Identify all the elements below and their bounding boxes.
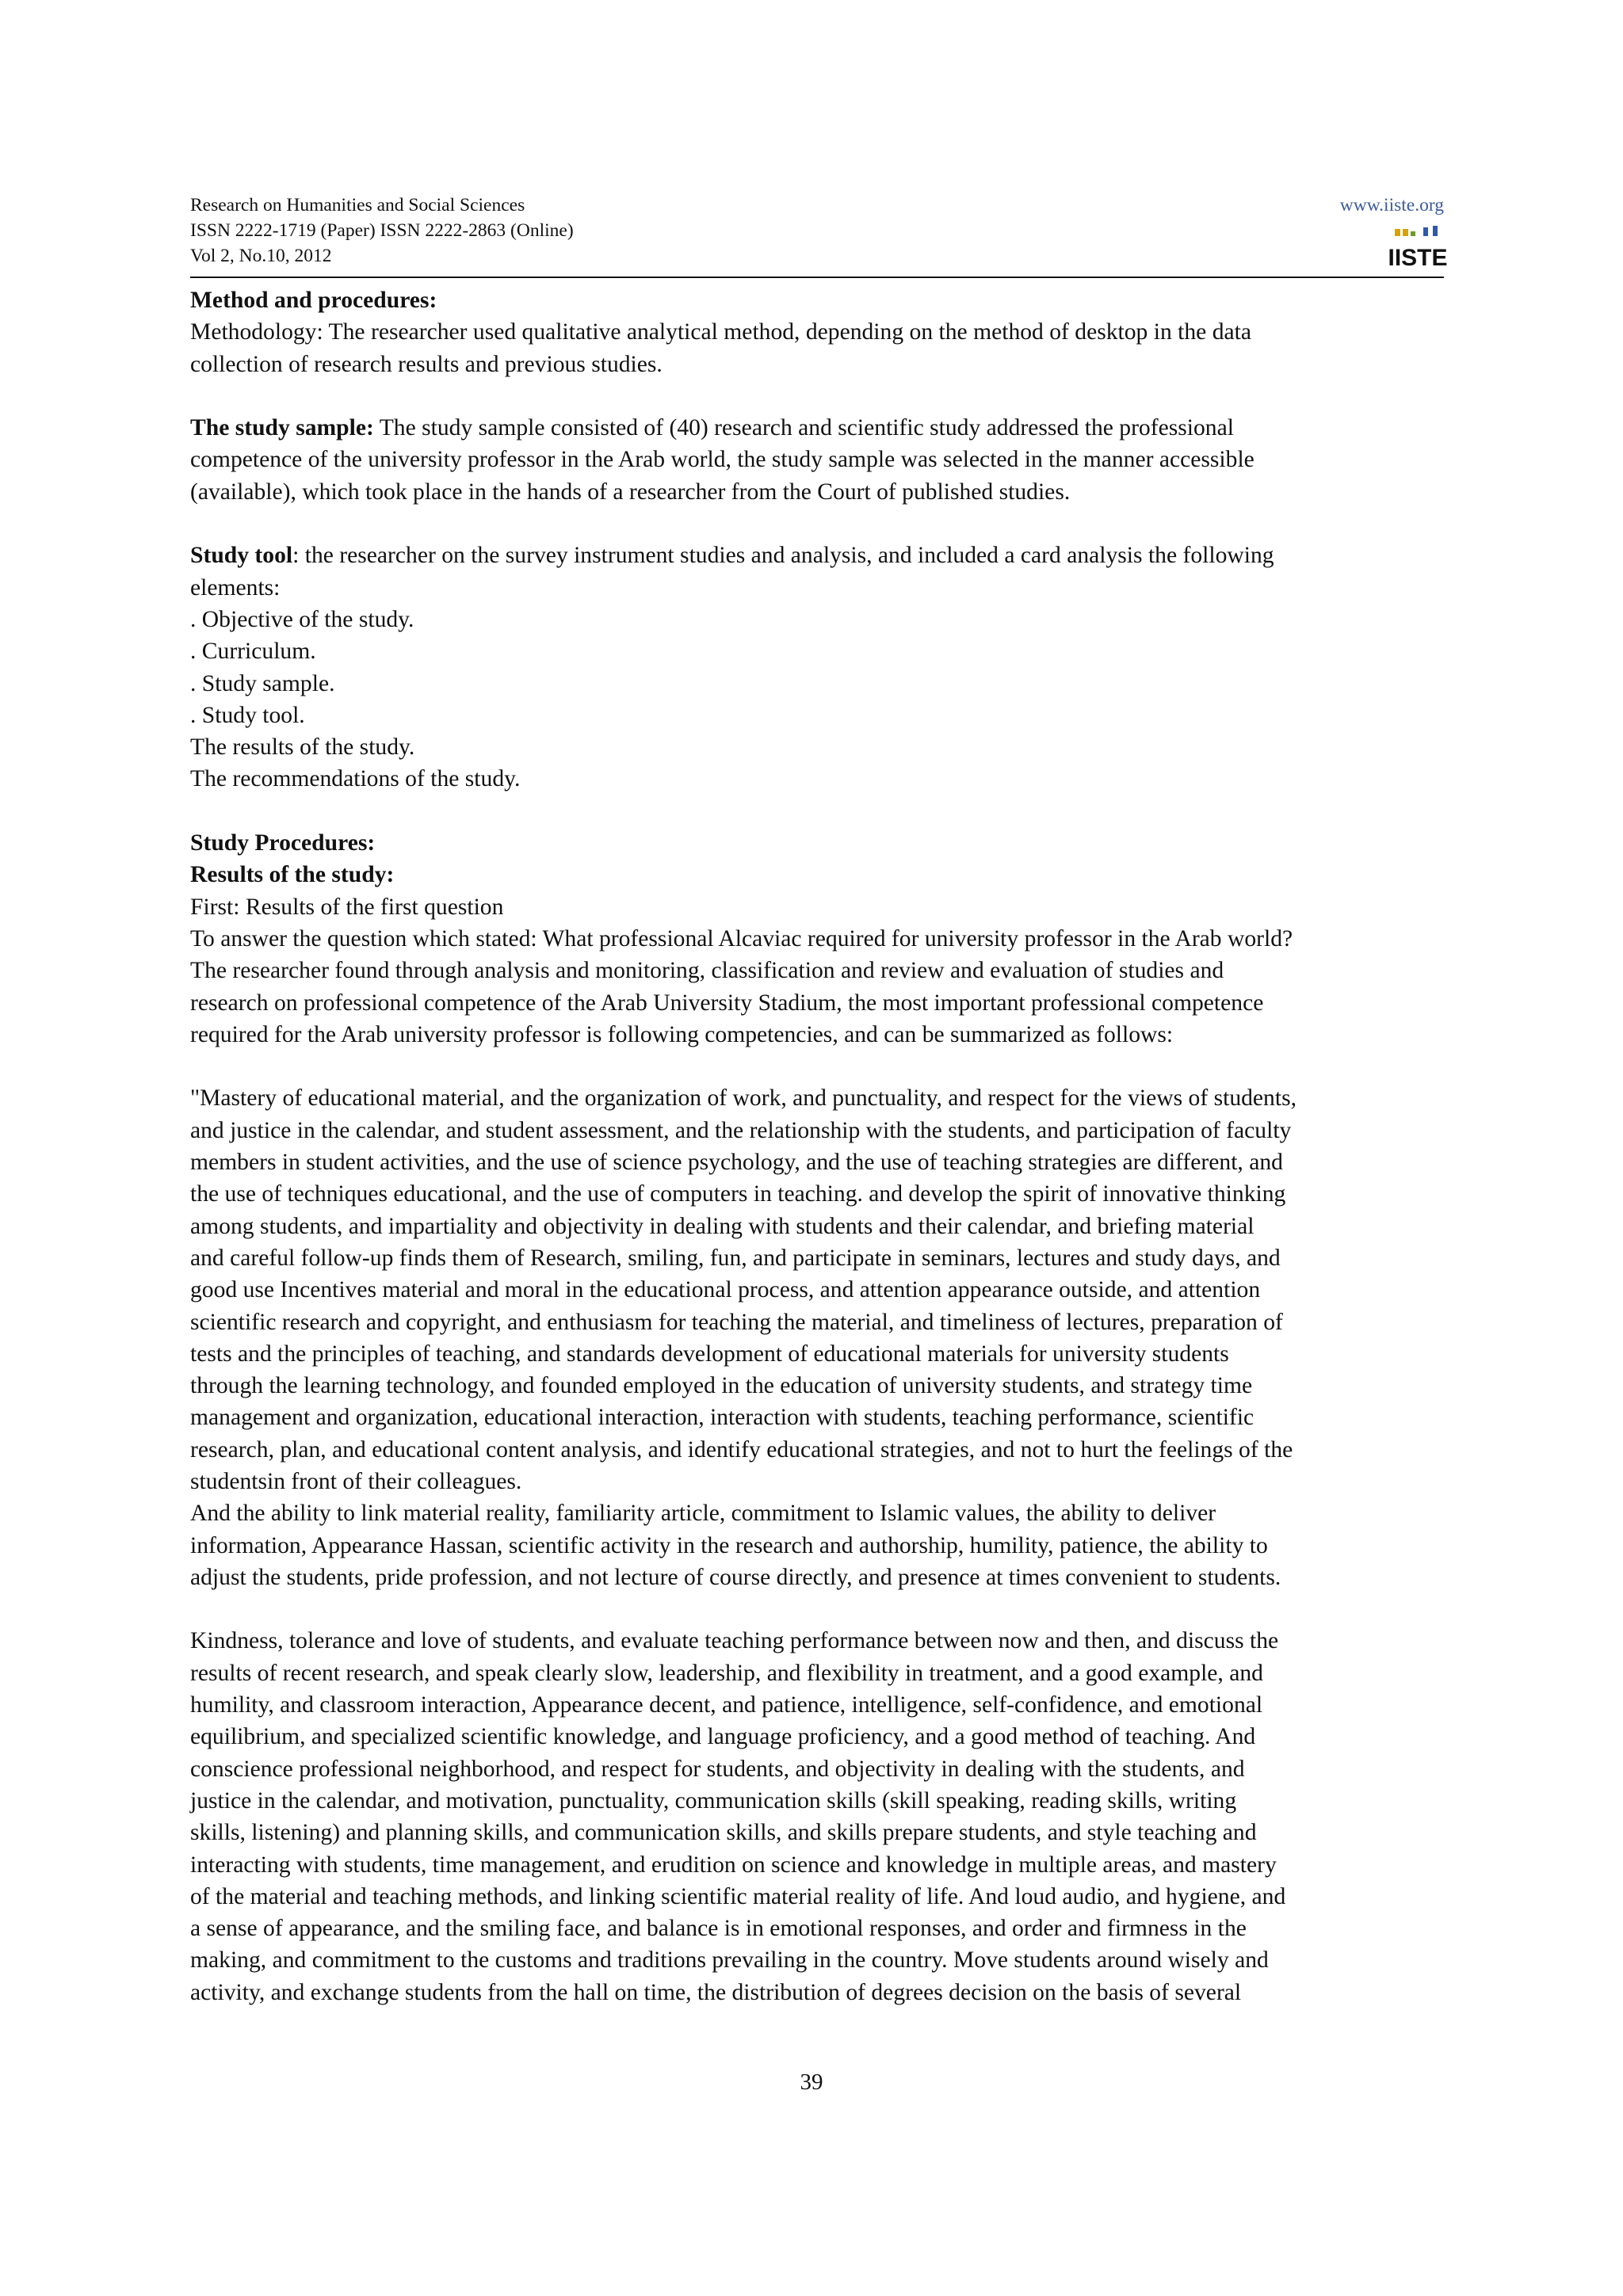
sample-text: The study sample consisted of (40) research and scientific study addressed the professional — [373, 415, 1234, 441]
logo-block-5 — [1433, 226, 1438, 236]
logo-block-2 — [1403, 229, 1408, 236]
quote-line: and careful follow-up finds them of Research, smiling, fun, and participate in seminars, lectures and study days, and — [190, 1245, 1281, 1271]
quote-line: through the learning technology, and founded employed in the education of university students, and strategy time — [190, 1373, 1253, 1399]
results-text-line: The researcher found through analysis and monitoring, classification and review and evaluation of studies and — [190, 958, 1224, 984]
logo-block-3 — [1411, 231, 1415, 236]
quote-line: adjust the students, pride profession, and not lecture of course directly, and presence at times convenient to students. — [190, 1564, 1281, 1590]
quote-line: scientific research and copyright, and enthusiasm for teaching the material, and timeliness of lectures, preparation of — [190, 1309, 1283, 1335]
sample-label: The study sample: — [190, 415, 374, 441]
journal-volume: Vol 2, No.10, 2012 — [190, 246, 332, 266]
logo-block-1 — [1395, 229, 1400, 236]
journal-url-link[interactable]: www.iiste.org — [1339, 195, 1444, 215]
quote-line: and justice in the calendar, and student assessment, and the relationship with the students, and participation of faculty — [190, 1117, 1292, 1143]
kindness-line: interacting with students, time management, and erudition on science and knowledge in multiple areas, and mastery — [190, 1852, 1277, 1878]
journal-info — [190, 193, 574, 269]
procedures-heading: Study Procedures: — [190, 830, 376, 856]
kindness-line: of the material and teaching methods, and linking scientific material reality of life. And loud audio, and hygiene, and — [190, 1883, 1286, 1909]
results-text-line: To answer the question which stated: What professional Alcaviac required for university professor in the Arab world? — [190, 925, 1293, 952]
tool-paragraph-line — [190, 540, 1466, 571]
list-item: The results of the study. — [190, 734, 415, 761]
iiste-logo-icon — [1388, 224, 1448, 272]
quote-line: the use of techniques educational, and the use of computers in teaching. and develop the spirit of innovative thinking — [190, 1181, 1286, 1207]
kindness-line: conscience professional neighborhood, and respect for students, and objectivity in dealing with the students, and — [190, 1756, 1245, 1782]
method-heading: Method and procedures: — [190, 288, 437, 313]
quote-line: "Mastery of educational material, and the organization of work, and punctuality, and respect for the views of students, — [190, 1085, 1296, 1112]
page-number: 39 — [800, 2069, 823, 2095]
quote-line: good use Incentives material and moral in the educational process, and attention appearance outside, and attention — [190, 1277, 1261, 1303]
kindness-line: making, and commitment to the customs and traditions prevailing in the country. Move students around wisely and — [190, 1947, 1269, 1974]
sample-paragraph-line: (available), which took place in the hands of a researcher from the Court of published studies. — [190, 479, 1071, 505]
kindness-line: humility, and classroom interaction, Appearance decent, and patience, intelligence, self-confidence, and emotional — [190, 1692, 1263, 1718]
list-item: . Study tool. — [190, 702, 305, 728]
list-item: . Curriculum. — [190, 639, 316, 665]
quote-line: tests and the principles of teaching, and standards development of educational materials for university students — [190, 1341, 1229, 1367]
results-text-line: First: Results of the first question — [190, 894, 504, 920]
kindness-line: equilibrium, and specialized scientific knowledge, and language proficiency, and a good method of teaching. And — [190, 1724, 1256, 1750]
method-text-line: Methodology: The researcher used qualitative analytical method, depending on the method of desktop in the data — [190, 319, 1252, 345]
quote-line: studentsin front of their colleagues. — [190, 1468, 522, 1494]
tool-label: Study tool — [190, 543, 293, 569]
tool-paragraph-line: elements: — [190, 574, 281, 601]
quote-line: information, Appearance Hassan, scientific activity in the research and authorship, humility, patience, the ability to — [190, 1532, 1268, 1558]
list-item: The recommendations of the study. — [190, 766, 521, 792]
kindness-line: Kindness, tolerance and love of students, and evaluate teaching performance between now and then, and discuss the — [190, 1628, 1279, 1654]
kindness-line: a sense of appearance, and the smiling face, and balance is in emotional responses, and order and firmness in the — [190, 1916, 1247, 1942]
logo-text: IISTE — [1388, 245, 1448, 271]
logo-block-4 — [1423, 227, 1428, 236]
kindness-line: activity, and exchange students from the hall on time, the distribution of degrees decision on the basis of several — [190, 1979, 1242, 2005]
kindness-line: justice in the calendar, and motivation, punctuality, communication skills (skill speaking, reading skills, writing — [190, 1787, 1237, 1814]
quote-line: management and organization, educational interaction, interaction with students, teaching performance, scientific — [190, 1405, 1254, 1431]
results-heading: Results of the study: — [190, 862, 395, 888]
results-text-line: research on professional competence of the Arab University Stadium, the most important professional competence — [190, 990, 1264, 1016]
quote-line: members in student activities, and the use of science psychology, and the use of teaching strategies are different, and — [190, 1150, 1283, 1176]
list-item: . Objective of the study. — [190, 606, 414, 632]
kindness-line: skills, listening) and planning skills, and communication skills, and skills prepare students, and style teaching and — [190, 1820, 1257, 1846]
journal-issn: ISSN 2222-1719 (Paper) ISSN 2222-2863 (Online) — [190, 220, 574, 241]
method-text-line: collection of research results and previous studies. — [190, 351, 663, 377]
results-text-line: required for the Arab university professor is following competencies, and can be summarized as follows: — [190, 1021, 1174, 1047]
quote-line: And the ability to link material reality, familiarity article, commitment to Islamic values, the ability to deliver — [190, 1501, 1216, 1527]
page-header — [190, 193, 1448, 278]
page-body — [190, 284, 1466, 2008]
sample-paragraph-line — [190, 412, 1466, 444]
quote-line: research, plan, and educational content analysis, and identify educational strategies, and not to hurt the feelings of the — [190, 1436, 1293, 1463]
quote-line: among students, and impartiality and objectivity in dealing with students and their calendar, and briefing material — [190, 1213, 1254, 1239]
sample-paragraph-line: competence of the university professor in the Arab world, the study sample was selected in the manner accessible — [190, 447, 1254, 473]
tool-text: : the researcher on the survey instrument studies and analysis, and included a card analysis the following — [292, 543, 1274, 569]
list-item: . Study sample. — [190, 670, 335, 696]
journal-title: Research on Humanities and Social Sciences — [190, 195, 525, 215]
kindness-line: results of recent research, and speak clearly slow, leadership, and flexibility in treatment, and a good example, and — [190, 1660, 1263, 1686]
